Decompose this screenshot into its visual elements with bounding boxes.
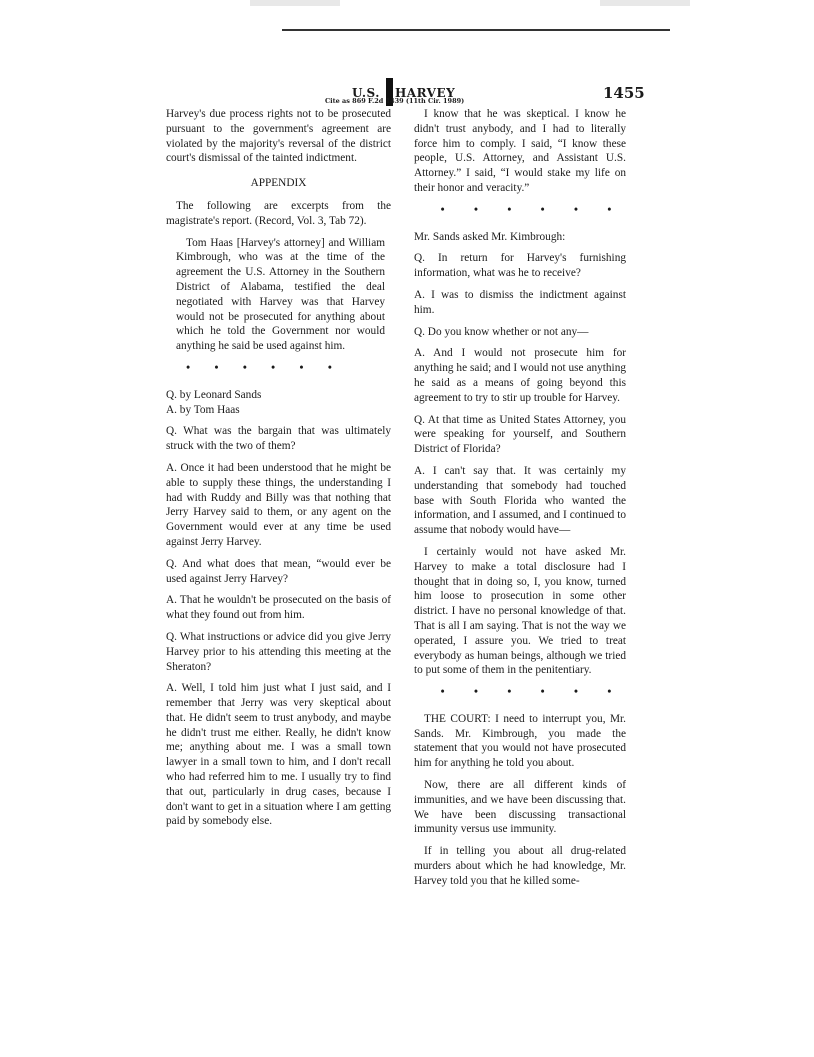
question: Q. And what does that mean, “would ever be used against Jerry Harvey? (166, 557, 391, 585)
speaker-line: A. by Tom Haas (166, 403, 240, 416)
paragraph: THE COURT: I need to interrupt you, Mr. Sands. Mr. Kimbrough, you made the statement that you would not have prosecuted him for anything he told you about. (414, 712, 626, 770)
top-rule (282, 29, 670, 31)
citation: Cite as 869 F.2d 1439 (11th Cir. 1989) (325, 97, 465, 105)
right-column (414, 107, 626, 896)
paragraph: Now, there are all different kinds of immunities, and we have been discussing that. We have been discussing transactional immunity versus use immunity. (414, 779, 626, 836)
paragraph: Mr. Sands asked Mr. Kimbrough: (414, 230, 566, 243)
speaker-line: Q. by Leonard Sands (166, 388, 262, 401)
paragraph: If in telling you about all drug-related murders about which he had knowledge, Mr. Harvey told you that he killed some- (414, 845, 626, 887)
scan-artifact (250, 0, 340, 6)
answer: A. That he wouldn't be prosecuted on the basis of what they found out from him. (166, 594, 391, 622)
ellipsis-row: • • • • • • (440, 686, 612, 699)
paragraph: I certainly would not have asked Mr. Harvey to make a total disclosure had I thought that in doing so, I, you know, turned him loose to prosecution in some other district. I have no personal knowledge of that. That is all I am saying. That is not the way we operated, I assure you. We tried to treat everybody as human beings, although we tried to put some of them in the penitentiary. (414, 545, 626, 677)
appendix-heading: APPENDIX (250, 177, 307, 190)
question: Q. What instructions or advice did you give Jerry Harvey prior to his attending this meeting at the Sheraton? (166, 630, 391, 673)
answer: A. I can't say that. It was certainly my understanding that somebody had touched base with South Florida who wanted the information, and I assumed, and I continued to assume that nobody would have— (414, 464, 626, 537)
question: Q. Do you know whether or not any— (414, 325, 589, 338)
answer: A. Well, I told him just what I just said, and I remember that Jerry was very skeptical about that. He didn't seem to trust anybody, and maybe he didn't trust me either. Really, he didn't know me; anything about me. I was a small town lawyer in a small town to him, and I don't recall who had referred him to me. I usually try to find that out, particularly in drug cases, because I don't want to get in a situation where I am getting paid by somebody else. (166, 682, 391, 828)
paragraph: The following are excerpts from the magistrate's report. (Record, Vol. 3, Tab 72). (166, 199, 391, 227)
scan-artifact (600, 0, 690, 6)
quoted-paragraph: Tom Haas [Harvey's attorney] and William Kimbrough, who was at the time of the agreement the U.S. Attorney in the Southern District of Alabama, testified the deal negotiated with Harvey was that Harvey would not be prosecuted for anything about which he told the Government nor would anything he said be used against him. (176, 236, 385, 353)
page-number: 1455 (603, 84, 645, 102)
answer: A. Once it had been understood that he might be able to supply these things, the understanding I had with Ruddy and Billy was that nothing that Jerry Harvey said to them, or any agent on the Government would ever at any time be used against Jerry Harvey. (166, 461, 391, 548)
question: Q. What was the bargain that was ultimately struck with the two of them? (166, 425, 391, 453)
question: Q. In return for Harvey's furnishing information, what was he to receive? (414, 252, 626, 280)
paragraph: Harvey's due process rights not to be prosecuted pursuant to the government's agreement are violated by the majority's reversal of the district court's dismissal of the tainted indictment. (166, 108, 391, 165)
paragraph: I know that he was skeptical. I know he didn't trust anybody, and I had to literally force him to comply. I said, “I know these people, U.S. Attorney, and Assistant U.S. Attorney.” I said, “I would stake my life on their honor and veracity.” (414, 108, 626, 194)
answer: A. And I would not prosecute him for anything he said; and I would not use anything he said as a means of going beyond this agreement to try to stir up trouble for Harvey. (414, 347, 626, 404)
question: Q. At that time as United States Attorney, you were speaking for yourself, and Southern District of Florida? (414, 413, 626, 456)
running-head-right: HARVEY (394, 86, 456, 100)
running-head-left: U.S. (352, 86, 380, 100)
answer: A. I was to dismiss the indictment against him. (414, 288, 626, 316)
ellipsis-row: • • • • • • (440, 203, 612, 216)
ellipsis-row: • • • • • • (186, 361, 332, 374)
left-column (166, 107, 391, 836)
